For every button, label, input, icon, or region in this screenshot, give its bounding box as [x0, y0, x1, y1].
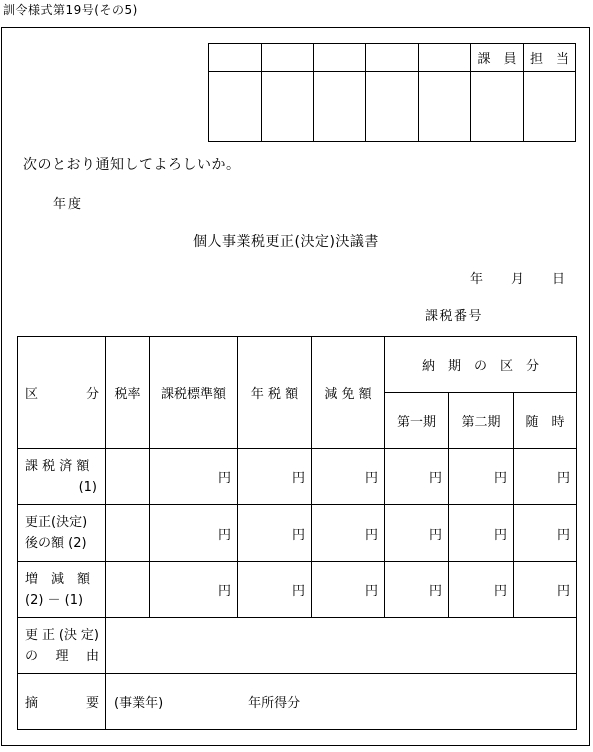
- form-caption: 訓令様式第19号(その5): [3, 3, 138, 17]
- yen-cell[interactable]: 円: [385, 562, 449, 618]
- approval-question: 次のとおり通知してよろしいか。: [23, 157, 241, 173]
- row-label: 増 減 額 (2) － (1): [18, 562, 106, 618]
- approval-stamp-table: [208, 43, 576, 142]
- stamp-header-cell: [262, 44, 314, 72]
- header-tax-rate: 税率: [106, 337, 150, 449]
- stamp-header-cell: [209, 44, 262, 72]
- yen-cell[interactable]: 円: [150, 449, 238, 505]
- header-annual-tax: 年 税 額: [238, 337, 312, 449]
- stamp-header-cell: [366, 44, 419, 72]
- yen-cell[interactable]: 円: [312, 449, 385, 505]
- stamp-cell[interactable]: [366, 72, 419, 142]
- rate-cell[interactable]: [106, 562, 150, 618]
- stamp-cell[interactable]: [419, 72, 471, 142]
- row-label: 課 税 済 額 (1): [18, 449, 106, 505]
- summary-field[interactable]: [106, 674, 577, 730]
- yen-cell[interactable]: 円: [238, 505, 312, 562]
- yen-cell[interactable]: 円: [514, 449, 577, 505]
- reason-field[interactable]: [106, 618, 577, 674]
- yen-cell[interactable]: 円: [449, 449, 514, 505]
- stamp-cell[interactable]: [524, 72, 576, 142]
- summary-label: 摘 要: [18, 674, 106, 730]
- fiscal-year-label: 年度: [53, 197, 84, 212]
- rate-cell[interactable]: [106, 505, 150, 562]
- yen-cell[interactable]: 円: [150, 505, 238, 562]
- yen-cell[interactable]: 円: [150, 562, 238, 618]
- yen-cell[interactable]: 円: [312, 505, 385, 562]
- stamp-cell[interactable]: [262, 72, 314, 142]
- table-row: [18, 562, 577, 618]
- date-label: 年月日: [470, 272, 593, 287]
- yen-cell[interactable]: 円: [312, 562, 385, 618]
- document-title: 個人事業税更正(決定)決議書: [193, 234, 379, 250]
- yen-cell[interactable]: 円: [449, 562, 514, 618]
- stamp-cell[interactable]: [209, 72, 262, 142]
- tax-correction-table: [17, 336, 577, 730]
- header-division: 区 分: [18, 337, 106, 449]
- reason-label: 更 正 (決 定) の 理 由: [18, 618, 106, 674]
- header-payment-period: 納 期 の 区 分: [385, 337, 577, 393]
- stamp-cell[interactable]: [471, 72, 524, 142]
- stamp-cell[interactable]: [314, 72, 366, 142]
- yen-cell[interactable]: 円: [514, 562, 577, 618]
- stamp-header-cell: [419, 44, 471, 72]
- table-row: [18, 505, 577, 562]
- business-year-label: (事業年): [114, 696, 164, 711]
- rate-cell[interactable]: [106, 449, 150, 505]
- yen-cell[interactable]: 円: [449, 505, 514, 562]
- stamp-header-staff: 課 員: [471, 44, 524, 72]
- yen-cell[interactable]: 円: [238, 449, 312, 505]
- yen-cell[interactable]: 円: [385, 505, 449, 562]
- header-reduction: 減 免 額: [312, 337, 385, 449]
- tax-number-label: 課税番号: [425, 309, 484, 324]
- stamp-header-cell: [314, 44, 366, 72]
- header-tax-standard: 課税標準額: [150, 337, 238, 449]
- header-period-1: 第一期: [385, 393, 449, 449]
- income-year-label: 年所得分: [248, 696, 301, 711]
- yen-cell[interactable]: 円: [238, 562, 312, 618]
- yen-cell[interactable]: 円: [385, 449, 449, 505]
- row-label: 更正(決定) 後の額 (2): [18, 505, 106, 562]
- stamp-header-charge: 担 当: [524, 44, 576, 72]
- table-row: [18, 449, 577, 505]
- yen-cell[interactable]: 円: [514, 505, 577, 562]
- header-period-2: 第二期: [449, 393, 514, 449]
- header-period-any: 随 時: [514, 393, 577, 449]
